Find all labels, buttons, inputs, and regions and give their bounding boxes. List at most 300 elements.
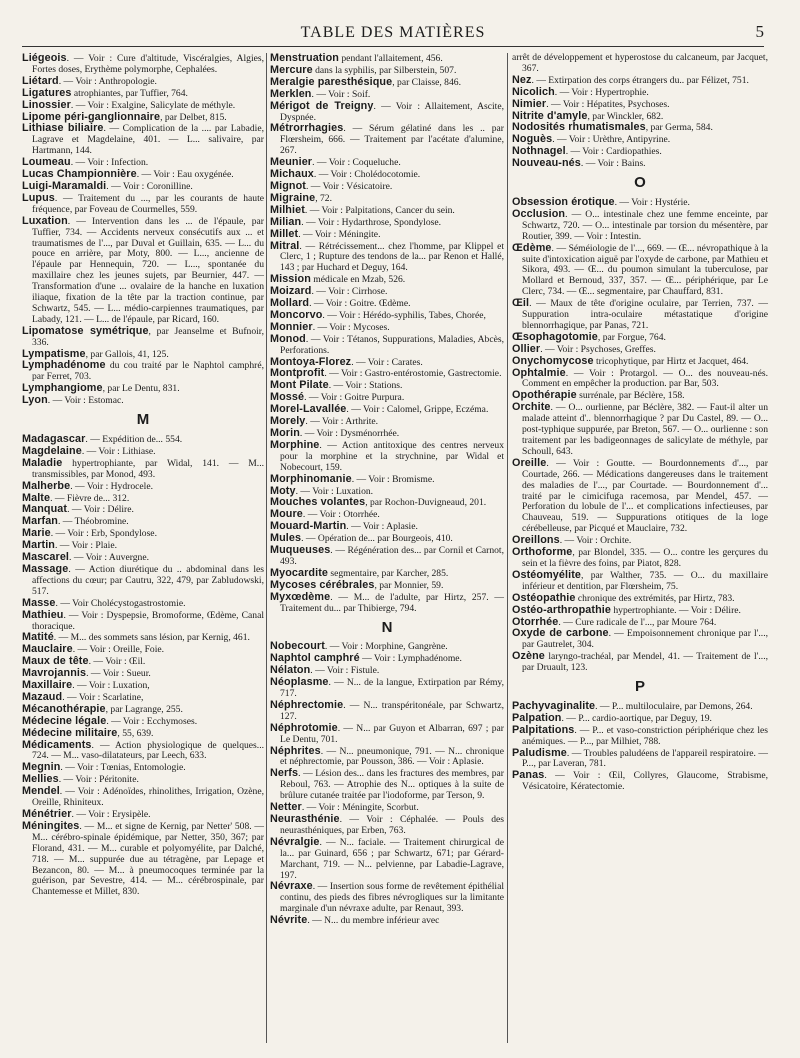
index-body: . — Voir : Plaie. xyxy=(55,540,118,552)
index-body: . — Voir : Adénoïdes, rhinolithes, Irrigation, Ozène, Oreille, Rhiniteux. xyxy=(32,786,264,809)
index-entry xyxy=(512,209,768,243)
index-heading: Nobecourt xyxy=(270,640,325,653)
index-body: . — Empoisonnement chronique par l'..., par Gautrelet, 304. xyxy=(522,628,768,651)
index-body: . — Voir : Luxation, xyxy=(72,680,150,692)
index-body: . — Troubles paludéens de l'appareil respiratoire. — P..., par Laveran, 781. xyxy=(522,747,768,770)
index-entry xyxy=(22,193,264,216)
index-body: . — Sérum gélatiné dans les .. par Flœrsheim, 666. — Traitement par l'acétate d'alumine, 267. xyxy=(280,123,504,157)
index-heading: Mules xyxy=(270,532,302,545)
index-body: . — Voir : Ecchymoses. xyxy=(106,715,198,727)
index-heading: Lipome péri-ganglionnaire xyxy=(22,110,161,123)
index-body: . — Voir : Bromisme. xyxy=(351,473,435,485)
index-body: . — Expédition de... 554. xyxy=(85,434,183,445)
index-body: . — Voir : Vésicatoire. xyxy=(305,180,393,192)
index-entry xyxy=(22,504,264,516)
index-entry xyxy=(22,516,264,528)
index-entry xyxy=(270,677,504,700)
index-body: . — Voir : Orchite. xyxy=(559,535,632,547)
index-heading: Mazaud xyxy=(22,690,63,703)
index-heading: Matité xyxy=(22,631,54,644)
index-entry xyxy=(512,770,768,793)
index-heading: Panas xyxy=(512,769,545,782)
index-heading: Nimier xyxy=(512,97,547,110)
index-heading: Ozène xyxy=(512,650,545,663)
index-body: . — Voir : Eau oxygénée. xyxy=(136,169,234,181)
index-entry xyxy=(22,564,264,598)
index-heading: Médicaments xyxy=(22,738,92,751)
index-body: dans la syphilis, par Silberstein, 507. xyxy=(312,64,457,76)
index-heading: Millet xyxy=(270,227,299,240)
index-heading: Michaux xyxy=(270,168,314,181)
index-entry xyxy=(22,360,264,383)
index-body: , par Rochon-Duvigneaud, 201. xyxy=(365,497,487,509)
index-body: . — Voir : Infection. xyxy=(70,157,149,169)
index-body: . — P... et vaso-constriction périphérique chez les anémiques. — P..., par Milhiet, 788. xyxy=(522,724,768,747)
index-heading: Nothnagel xyxy=(512,145,566,158)
index-body: , par Forgue, 764. xyxy=(597,331,666,343)
index-entry xyxy=(22,383,264,395)
index-body: . — Rétrécissement... chez l'homme, par Klippel et Clerc, 1 ; Rupture des tendons de la... par Renon et Hallé, 143 ; par Huchard et Deguy, 164. xyxy=(280,240,504,274)
index-body: . — Extirpation des corps étrangers du.. par Félizet, 751. xyxy=(531,74,749,86)
index-body: — Voir : Lymphadénome. xyxy=(359,653,462,665)
index-heading: Otorrhée xyxy=(512,615,559,628)
index-heading: Moizard xyxy=(270,285,312,298)
index-body: . — Voir : Arthrite. xyxy=(305,416,379,428)
index-body: . — Voir : Hystérie. xyxy=(614,196,690,208)
section-letter: N xyxy=(381,618,393,636)
index-heading: Maux de tête xyxy=(22,655,89,668)
index-entry xyxy=(512,158,768,170)
index-entry xyxy=(512,243,768,299)
index-entry xyxy=(270,497,504,509)
index-heading: Médecine militaire xyxy=(22,726,118,739)
index-column-3 xyxy=(512,53,768,793)
index-heading: Lucas Championnière xyxy=(22,168,137,181)
index-heading: Paludisme xyxy=(512,746,567,759)
index-heading: Neurasthénie xyxy=(270,813,340,825)
index-body: tricophytique, par Hirtz et Jacquet, 464. xyxy=(593,355,749,367)
index-body: . — Voir : Dyspepsie, Bromoforme, Œdème, Canal thoracique. xyxy=(32,609,264,632)
index-heading: Lymphangiome xyxy=(22,382,103,395)
index-heading: Luigi-Maramaldi xyxy=(22,179,107,192)
index-column-1 xyxy=(22,53,264,898)
index-heading: Ophtalmie xyxy=(512,366,566,379)
index-body: . — Opération de... par Bourgeois, 410. xyxy=(301,533,453,545)
index-body: . — Voir : Céphalée. — Pouls des neurasthéniques, par Erben, 763. xyxy=(280,814,504,836)
index-body: . — M... des sommets sans lésion, par Kernig, 461. xyxy=(53,632,250,644)
index-entry xyxy=(512,570,768,593)
index-body: , par Blondel, 335. — O... contre les gerçures du sein et la fièvre des foins, par Piatot, 828. xyxy=(522,547,768,569)
index-heading: Morphinomanie xyxy=(270,472,352,485)
index-body: . — Voir : Méningite. xyxy=(298,228,381,240)
index-entry xyxy=(270,440,504,474)
index-heading: Lymphadénome xyxy=(22,359,106,372)
index-body: . — Voir : Allaitement, Ascite, Dyspnée. xyxy=(280,100,504,123)
index-entry xyxy=(270,123,504,157)
index-body: hypertrophiante. — Voir : Délire. xyxy=(610,604,741,616)
index-body: . — Voir : Stations. xyxy=(328,380,403,392)
index-heading: Megnin xyxy=(22,761,61,774)
index-heading: Néphrites xyxy=(270,744,321,757)
index-entry xyxy=(270,217,504,229)
index-body: . — Voir : Coqueluche. xyxy=(312,157,401,169)
index-heading: Milhiet xyxy=(270,203,305,216)
index-heading: Nez xyxy=(512,73,532,86)
index-body: . — Voir : Lithiase. xyxy=(81,445,156,457)
index-body: . — Complication de la .... par Labadie, Lagrave et Magdelaine, 401. — L... salivaire, par Hartmann, 144. xyxy=(32,123,264,157)
index-body: . — Séméiologie de l'..., 669. — Œ... névropathique à la suite d'intoxication aiguë par l'oxyde de carbone, par Mathieu et Sikora, 493. — Œ... du poumon simulant la tuberculose, par Mollard et Bernoud, 337, 357. — Œ... périphérique, par Le Clerc, 734. — Œ... segmentaire, par Chauffard, 831. xyxy=(522,242,768,298)
index-heading: Orthoforme xyxy=(512,546,573,559)
index-body: . — Voir : Psychoses, Greffes. xyxy=(540,343,656,355)
index-heading: Lipomatose symétrique xyxy=(22,324,149,337)
index-body: . — Traitement du ..., par les courants de haute fréquence, par Foveau de Courmelles, 559. xyxy=(32,192,264,215)
index-heading: Ménétrier xyxy=(22,808,72,820)
index-entry xyxy=(270,474,504,486)
index-body: , par Delbet, 815. xyxy=(160,111,227,123)
index-heading: Nodosités rhumatismales xyxy=(512,121,646,134)
index-heading: Maxillaire xyxy=(22,679,73,692)
index-body: . — Voir : Anthropologie. xyxy=(58,75,157,87)
index-heading: Méningites xyxy=(22,819,80,832)
index-body: . — Régénération des... par Cornil et Carnot, 493. xyxy=(280,545,504,567)
index-heading: Martin xyxy=(22,539,55,552)
index-body: . — Voir : Cholédocotomie. xyxy=(313,169,421,181)
index-entry xyxy=(270,334,504,357)
index-heading: Montprofit xyxy=(270,367,325,380)
index-body: . — Voir : Œil, Collyres, Glaucome, Strabisme, Vésicatoire, Kératectomie. xyxy=(522,770,768,793)
index-heading: Myxœdème xyxy=(270,590,331,603)
index-entry xyxy=(512,458,768,535)
page-title: TABLE DES MATIÈRES xyxy=(300,24,486,41)
page-header xyxy=(22,22,764,44)
index-body: . — O... ourlienne, par Béclère, 382. — Faut-il alter un malade atteint d'.. blennorrhagique ? par Du Castel, 89. — O... post-typhique suppurée, par Breton, 567. — O... ourlienne : son traitement par les badigeonnages de salicylate de méthyle, par Schoull, 643. xyxy=(522,402,768,457)
index-body: , par Walther, 735. — O... du maxillaire inférieur et dentition, par Flœrsheim, 75. xyxy=(522,569,768,592)
index-heading: Liégeois xyxy=(22,52,67,64)
index-body: . — N... du membre inférieur avec xyxy=(307,915,440,927)
index-heading: Nerfs xyxy=(270,767,299,780)
index-heading: Magdelaine xyxy=(22,444,82,457)
index-body: . — Voir : Sueur. xyxy=(86,668,151,680)
index-body: laryngo-trachéal, par Mendel, 41. — Traitement de l'..., par Druault, 123. xyxy=(522,651,768,674)
index-body: hypertrophiante, par Widal, 141. — M... transmissibles, par Monod, 493. xyxy=(32,457,264,480)
index-body: . — Voir : Luxation. xyxy=(295,485,374,497)
index-body: surrénale, par Béclère, 158. xyxy=(576,390,685,402)
index-body: . — Voir : Cardiopathies. xyxy=(565,146,662,158)
index-heading: Ostéomyélite xyxy=(512,568,582,581)
index-entry xyxy=(22,326,264,349)
index-body: . — Voir : Coronilline. xyxy=(106,180,193,192)
index-body: . — Voir : Goitre Purpura. xyxy=(304,392,405,404)
index-body: arrêt de développement et hyperostose du calcaneum, par Jacquet, 367. xyxy=(512,52,768,74)
index-body: . — Insertion sous forme de revêtement épithélial continu, des pieds des fibres névrogliques sur la limitante marginale d'un névraxe adulte, par Renaut, 393. xyxy=(280,881,504,915)
index-heading: Merklen xyxy=(270,87,312,100)
index-heading: Meunier xyxy=(270,156,313,169)
index-entry xyxy=(22,821,264,898)
section-letter: M xyxy=(136,411,150,429)
index-body: . — Action physiologique de quelques... 724. — M... vaso-dilatateurs, par Leech, 633. xyxy=(32,739,264,762)
index-heading: Mathieu xyxy=(22,608,64,621)
index-body: pendant l'allaitement, 456. xyxy=(338,53,443,64)
index-heading: Migraine xyxy=(270,191,316,204)
index-entry xyxy=(512,748,768,771)
index-entry xyxy=(270,723,504,746)
index-heading: Ostéopathie xyxy=(512,591,576,604)
index-body: , par Gallois, 41, 125. xyxy=(85,348,169,360)
index-entry xyxy=(22,786,264,809)
index-heading: Mossé xyxy=(270,391,305,404)
index-body: . — N... faciale. — Traitement chirurgical de la... par Guinard, 656 ; par Schwartz, 671; par Gérard-Marchant, 719. — N... pelvienne, par Labadie-Lagrave, 197. xyxy=(280,836,504,881)
index-body: . — Voir : Goitre. Œdème. xyxy=(309,298,411,310)
index-body: , par Winckler, 682. xyxy=(587,110,664,122)
index-body: , par Germa, 584. xyxy=(645,122,713,134)
index-body: . — N... par Guyon et Albarran, 697 ; par Le Dentu, 701. xyxy=(280,722,504,745)
index-body: . — Voir : Erb, Spondylose. xyxy=(50,528,157,540)
index-entry xyxy=(512,628,768,651)
index-heading: Névralgie xyxy=(270,835,320,848)
index-heading: Menstruation xyxy=(270,52,339,64)
index-heading: Ollier xyxy=(512,342,541,355)
index-heading: Orchite xyxy=(512,401,551,414)
index-heading: Manquat xyxy=(22,503,68,516)
index-entry xyxy=(512,53,768,75)
index-entry xyxy=(270,205,504,217)
index-body: , par Jeanselme et Bufnoir, 336. xyxy=(32,325,264,348)
index-body: . — Voir : Fistule. xyxy=(310,665,380,677)
index-heading: Malte xyxy=(22,491,51,504)
index-entry xyxy=(270,193,504,205)
index-heading: Morel-Lavallée xyxy=(270,403,347,416)
index-body: atrophiantes, par Tuffier, 764. xyxy=(71,87,188,99)
index-body: chronique des extrémités, par Hirtz, 783. xyxy=(575,592,735,604)
index-heading: Montoya-Florez xyxy=(270,355,352,368)
index-entry xyxy=(270,229,504,241)
index-heading: Mont Pilate xyxy=(270,379,329,392)
index-body: . — Voir : Oreille, Foie. xyxy=(72,644,165,656)
index-body: . — Voir : Hérédo-syphilis, Tabes, Chorée, xyxy=(322,309,486,321)
index-heading: Mignot xyxy=(270,179,306,192)
index-heading: Masse xyxy=(22,596,56,609)
index-heading: Mercure xyxy=(270,63,313,76)
index-entry xyxy=(22,481,264,493)
index-heading: Loumeau xyxy=(22,156,71,169)
index-heading: Morphine xyxy=(270,438,320,451)
index-column-2 xyxy=(270,53,504,927)
index-body: . — Maux de tête d'origine oculaire, par Terrien, 737. — Suppuration intra-oculaire métastatique d'origine blennorrhagique, par Panas, 721. xyxy=(522,298,768,331)
index-heading: Métrorrhagies xyxy=(270,122,344,135)
index-heading: Liétard xyxy=(22,74,59,87)
index-heading: Monnier xyxy=(270,320,313,333)
index-body: médicale en Mzab, 526. xyxy=(310,274,406,286)
index-entry xyxy=(270,521,504,533)
section-letter: O xyxy=(634,174,646,192)
index-body: . — Voir : Mycoses. xyxy=(312,321,390,333)
column-divider xyxy=(266,53,267,1043)
index-heading: Netter xyxy=(270,801,302,814)
index-heading: Nouveau-nés xyxy=(512,157,581,170)
index-heading: Néphrectomie xyxy=(270,698,344,711)
index-heading: Mycoses cérébrales xyxy=(270,578,375,591)
index-heading: Mollard xyxy=(270,297,310,310)
index-body: . — P... multiloculaire, par Demons, 264. xyxy=(595,700,753,712)
index-body: . — Théobromine. xyxy=(58,516,129,528)
index-heading: Maladie xyxy=(22,456,63,469)
index-entry xyxy=(270,700,504,723)
index-body: . — Voir : Carates. xyxy=(351,356,423,368)
index-heading: Médecine légale xyxy=(22,714,107,727)
index-body: . — P... cardio-aortique, par Deguy, 19. xyxy=(561,712,712,724)
index-heading: Lithiase biliaire xyxy=(22,122,104,135)
index-heading: Moncorvo xyxy=(270,308,323,321)
column-divider xyxy=(507,53,508,1043)
index-entry xyxy=(22,181,264,193)
index-body: du cou traité par le Naphtol camphré, par Ferret, 703. xyxy=(32,360,264,383)
index-heading: Marie xyxy=(22,527,51,540)
index-entry xyxy=(22,123,264,157)
index-body: . — Voir : Urèthre, Antipyrine. xyxy=(552,134,671,146)
index-heading: Œil xyxy=(512,297,530,310)
index-heading: Mauclaire xyxy=(22,643,73,656)
index-entry xyxy=(512,725,768,748)
index-body: . — Voir : Auvergne. xyxy=(69,552,149,564)
index-heading: Massage xyxy=(22,562,69,575)
index-heading: Mérigot de Treigny xyxy=(270,99,374,112)
index-body: , par Monnier, 59. xyxy=(374,579,444,591)
index-body: . — Voir : Bains. xyxy=(580,158,646,170)
index-heading: Œsophagotomie xyxy=(512,330,598,343)
index-heading: Luxation xyxy=(22,214,68,227)
index-heading: Linossier xyxy=(22,98,71,111)
index-heading: Mitral xyxy=(270,239,300,252)
index-heading: Mendel xyxy=(22,785,60,798)
index-entry xyxy=(22,53,264,76)
index-body: . — M... de l'adulte, par Hirtz, 257. — Traitement du... par Thibierge, 794. xyxy=(280,591,504,614)
index-entry xyxy=(22,740,264,763)
index-body: . — Voir : Hydrocele. xyxy=(70,480,153,492)
index-entry xyxy=(270,241,504,275)
index-body: . — Voir : Erysipèle. xyxy=(71,809,151,820)
index-body: . — M... et signe de Kernig, par Netter' 508. — M... cérébro-spinale épidémique, par Netter, 350, 367; par Florand, 431. — M... curable et polyomyélite, par Dalché, 718. — M... suppurée due au tétragène, par Lepage et Bezancon, 80. — M... à pneumocoques terminée par la guérison, par Sevestre, 414. — M... cérébrospinale, par Chantemesse et Millet, 830. xyxy=(32,820,264,898)
index-heading: Myocardite xyxy=(270,566,328,579)
index-entry xyxy=(270,380,504,392)
index-heading: Néphrotomie xyxy=(270,721,338,734)
index-body: . — N... transpéritonéale, par Schwartz, 127. xyxy=(280,699,504,722)
index-entry xyxy=(22,458,264,481)
index-heading: Noguès xyxy=(512,133,553,146)
index-body: . — Voir : Hypertrophie. xyxy=(554,86,649,98)
index-body: . — Voir : Méningite, Scorbut. xyxy=(301,802,419,814)
index-heading: Mécanothérapie xyxy=(22,702,106,715)
index-body: . — Voir : Palpitations, Cancer du sein. xyxy=(304,204,455,216)
index-entry xyxy=(270,101,504,124)
index-body: . — Voir : Aplasie. xyxy=(346,521,418,533)
index-body: . — Voir : Tœnias, Entomologie. xyxy=(60,762,186,774)
index-heading: Névrite xyxy=(270,914,308,927)
index-entry xyxy=(512,298,768,332)
index-entry xyxy=(22,610,264,633)
index-entry xyxy=(270,881,504,915)
index-body: . — Voir : Péritonite. xyxy=(58,774,139,786)
index-heading: Milian xyxy=(270,215,302,228)
index-entry xyxy=(270,915,504,927)
index-heading: Mission xyxy=(270,273,311,286)
index-body: . — Intervention dans les ... de l'épaule, par Tuffier, 734. — Accidents nerveux consécutifs aux ... et traumatismes de l'..., par Duval et Guillain, 635. — L... du pouce en arrière, par Moty, 800. — L..., ancienne de l'épaule par Hennequin, 720. — L..., spontanée du maxillaire chez les jeunes sujets, par Beurnier, 447. — Transformation d'une ... ovalaire de la hanche en luxation iliaque, fixation de la tête par la traction continue, par Schwartz, 545. — L... médio-carpiennes traumatiques, par Labady, 121. — L... de l'épaule, par Ricard, 160. xyxy=(32,215,264,325)
index-body: . — Voir : Délire. xyxy=(67,504,134,516)
index-entry xyxy=(270,545,504,568)
index-heading: Monod xyxy=(270,332,306,345)
index-heading: Oxyde de carbone xyxy=(512,627,609,640)
index-entry xyxy=(270,837,504,882)
index-heading: Morely xyxy=(270,415,306,428)
index-body: , par Lagrange, 255. xyxy=(105,703,183,715)
index-heading: Névraxe xyxy=(270,880,313,893)
index-entry xyxy=(512,87,768,99)
page-number: 5 xyxy=(755,22,764,41)
index-heading: Malherbe xyxy=(22,479,71,492)
index-heading: Meralgie paresthésique xyxy=(270,75,393,88)
index-heading: Naphtol camphré xyxy=(270,652,360,665)
index-heading: Muqueuses xyxy=(270,544,331,557)
index-heading: Pachyvaginalite xyxy=(512,699,596,712)
index-body: . — Voir : Hydarthrose, Spondylose. xyxy=(301,216,442,228)
index-heading: Mouard-Martin xyxy=(270,520,347,533)
index-heading: Lupus xyxy=(22,191,55,204)
index-body: . — Voir : Estomac. xyxy=(47,395,124,407)
index-entry xyxy=(270,746,504,769)
index-entry xyxy=(270,416,504,428)
index-heading: Mouches volantes xyxy=(270,496,366,509)
index-body: . — N... pneumonique, 791. — N... chronique et néphrectomie, par Pousson, 386. — Voir : Aplasie. xyxy=(280,745,504,768)
index-body: . — Voir : Otorrhée. xyxy=(302,509,380,521)
index-body: . — Action antitoxique des centres nerveux pour la morphine et la strychnine, par Widal et Nobecourt, 159. xyxy=(280,439,504,473)
index-heading: Mascarel xyxy=(22,551,70,564)
index-entry xyxy=(512,368,768,391)
index-heading: Oreille xyxy=(512,456,547,469)
index-heading: Moure xyxy=(270,508,303,521)
index-heading: Oreillons xyxy=(512,534,560,547)
index-heading: Palpation xyxy=(512,711,562,724)
index-body: . — Voir : Morphine, Gangrène. xyxy=(324,641,448,653)
index-body: . — Cure radicale de l'..., par Moure 764. xyxy=(558,616,717,628)
index-heading: Ligatures xyxy=(22,86,72,99)
index-body: . — N... de la langue, Extirpation par Rémy, 717. xyxy=(280,677,504,700)
index-heading: Ostéo-arthropathie xyxy=(512,603,611,616)
index-body: . — Voir : Cure d'altitude, Viscéralgies, Algies, Fortes doses, Erythème polymorphe, Cephalées. xyxy=(32,53,264,75)
index-heading: Moty xyxy=(270,484,296,497)
index-heading: Nicolich xyxy=(512,85,555,98)
index-heading: Lympatisme xyxy=(22,347,86,360)
index-body: . — Fièvre de... 312. xyxy=(50,492,130,504)
index-entry xyxy=(270,768,504,802)
section-letter: P xyxy=(634,678,645,696)
index-entry xyxy=(512,332,768,344)
index-heading: Marfan xyxy=(22,515,58,528)
index-body: . — Voir : Scarlatine, xyxy=(62,691,144,703)
index-body: . — Voir : Exalgine, Salicylate de méthyle. xyxy=(70,99,236,111)
index-entry xyxy=(22,216,264,326)
index-heading: Occlusion xyxy=(512,207,566,220)
index-body: , par Claisse, 846. xyxy=(392,76,461,88)
index-body: . — Voir : Goutte. — Bourdonnements d'..., par Courtade, 266. — Médications dangereuses dans le traitement des maladies de l'..., par Courtade. — Bourdonnement d'... traité par le cimicifuga racemosa, par Mendel, 457. — Perforation du lobule de l'... et complications infectieuses, par Chauveau, 519. — Suppurations otitiques de la loge cérébelleuse, par Picqué et Mauclaire, 732. xyxy=(522,457,768,535)
index-entry xyxy=(22,395,264,407)
index-heading: Onychomycose xyxy=(512,354,594,367)
index-body: . — Action diurétique du .. abdominal dans les affections du cœur; par Cautru, 322, 479, par Zabludowski, 517. xyxy=(32,563,264,597)
index-body: . — O... intestinale chez une femme enceinte, par Schwartz, 720. — O... intestinale par torsion du mésentère, par Routier, 399. — Voir : Intestin. xyxy=(522,208,768,242)
index-body: . — Voir Cholécystogastrostomie. xyxy=(55,597,186,609)
index-heading: Œdème xyxy=(512,241,552,254)
index-entry xyxy=(270,592,504,615)
index-entry xyxy=(512,547,768,570)
index-body: . — Voir : Protargol. — O... des nouveau-nés. Comment en empêcher la production. par Bar, 503. xyxy=(522,367,768,390)
